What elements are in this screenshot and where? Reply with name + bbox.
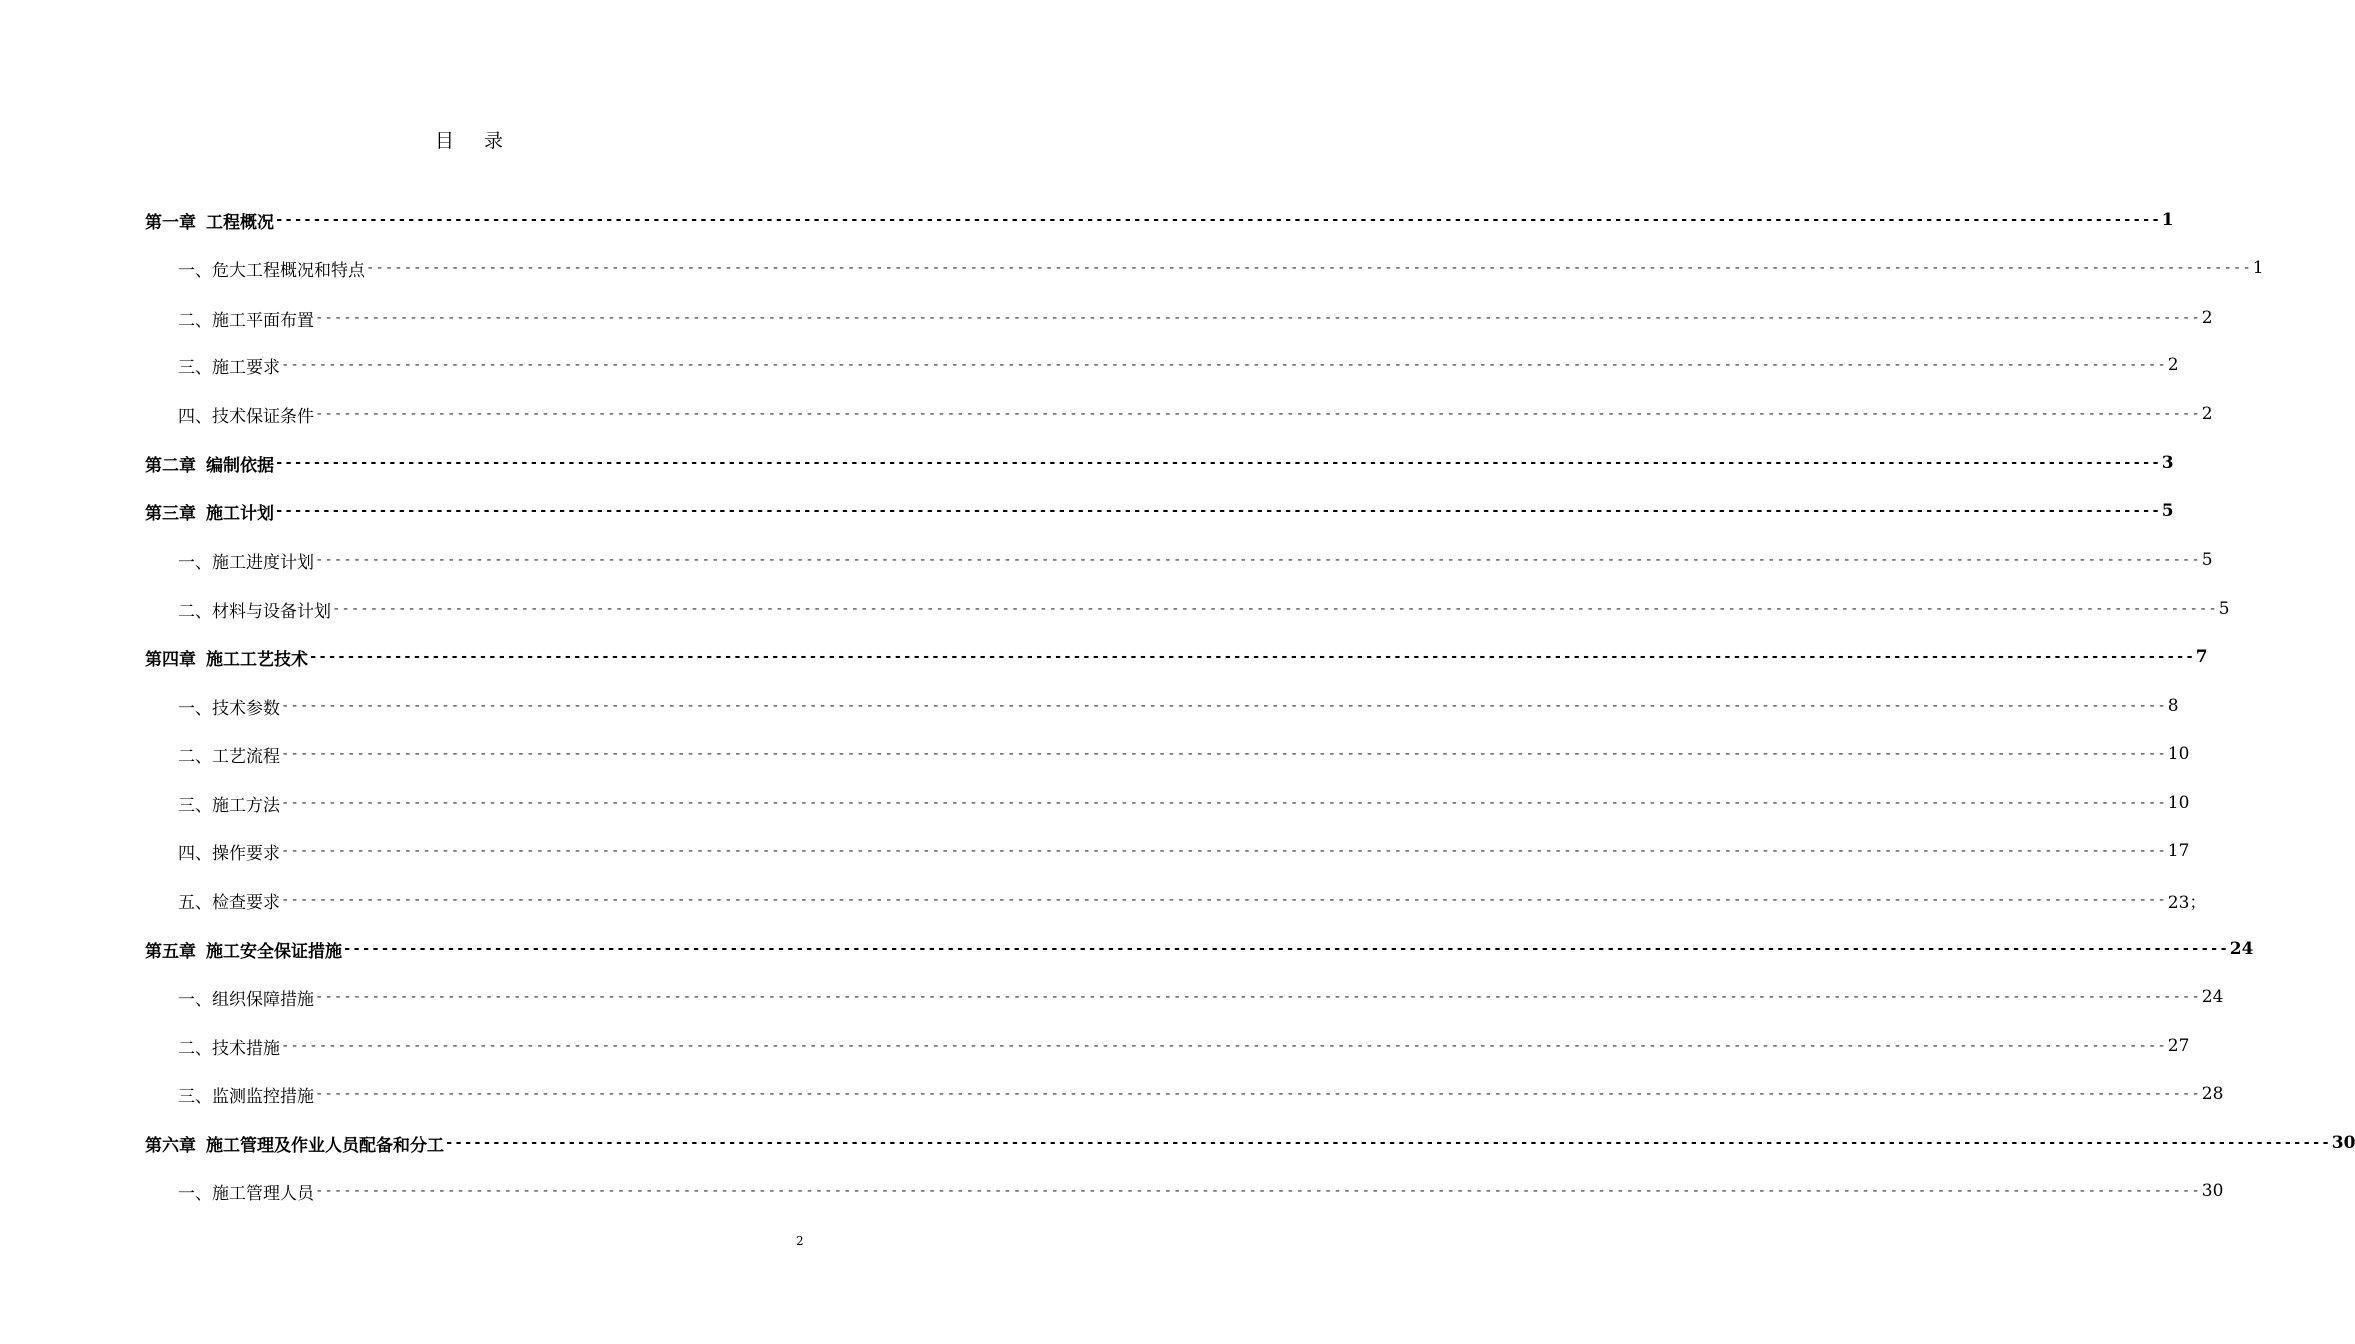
toc-entry-number: 二、	[178, 746, 212, 767]
toc-entry-title: 技术参数	[212, 698, 280, 719]
toc-entry-number: 一、	[178, 552, 212, 573]
toc-entry-title: 施工方法	[212, 795, 280, 816]
toc-entry-title: 工程概况	[206, 212, 274, 233]
toc-leader-dashes: --------------------------------------------------------------------------------------------------------------------------------------------------------------------------------------------------------	[315, 552, 2201, 568]
toc-entry-number: 五、	[178, 892, 212, 913]
toc-leader-dashes: --------------------------------------------------------------------------------------------------------------------------------------------------------------------------------------------------------	[315, 310, 2201, 326]
toc-entry-number: 第五章	[145, 941, 196, 962]
toc-leader-dashes: --------------------------------------------------------------------------------------------------------------------------------------------------------------------------------------------------------	[366, 260, 2252, 276]
toc-chapter-entry[interactable]	[145, 450, 2174, 476]
toc-entry-number: 二、	[178, 1038, 212, 1059]
toc-entry-number: 一、	[178, 989, 212, 1010]
toc-section-entry[interactable]	[178, 741, 2190, 767]
toc-section-entry[interactable]	[178, 305, 2213, 331]
toc-section-entry[interactable]	[178, 887, 2207, 913]
toc-section-entry[interactable]	[178, 255, 2264, 281]
toc-entry-page: 5	[2218, 599, 2230, 619]
toc-entry-title: 技术保证条件	[212, 406, 314, 427]
toc-leader-dashes: --------------------------------------------------------------------------------------------------------------------------------------------------------------------------------------------------------	[281, 1038, 2167, 1054]
toc-section-entry[interactable]	[178, 1081, 2224, 1107]
toc-entry-title: 施工管理及作业人员配备和分工	[206, 1135, 444, 1156]
toc-section-entry[interactable]	[178, 693, 2179, 719]
toc-entry-number: 第一章	[145, 212, 196, 233]
toc-entry-page: 5	[2201, 550, 2213, 570]
toc-section-entry[interactable]	[178, 596, 2230, 622]
toc-entry-number: 二、	[178, 310, 212, 331]
toc-entry-page: 5	[2161, 501, 2174, 521]
toc-leader-dashes: --------------------------------------------------------------------------------------------------------------------------------------------------------------------------------------------------------	[281, 843, 2167, 859]
toc-entry-title: 组织保障措施	[212, 989, 314, 1010]
toc-entry-title: 施工管理人员	[212, 1183, 314, 1204]
toc-leader-dashes: --------------------------------------------------------------------------------------------------------------------------------------------------------------------------------------------------------	[343, 941, 2229, 957]
toc-entry-page: 1	[2252, 258, 2264, 278]
toc-entry-title: 编制依据	[206, 455, 274, 476]
toc-entry-number: 四、	[178, 843, 212, 864]
toc-leader-dashes: --------------------------------------------------------------------------------------------------------------------------------------------------------------------------------------------------------	[281, 892, 2167, 908]
toc-section-entry[interactable]	[178, 547, 2213, 573]
toc-entry-title: 材料与设备计划	[212, 601, 331, 622]
toc-leader-dashes: --------------------------------------------------------------------------------------------------------------------------------------------------------------------------------------------------------	[315, 406, 2201, 422]
toc-chapter-entry[interactable]	[145, 1130, 2355, 1156]
toc-entry-page: 8	[2167, 696, 2179, 716]
toc-entry-page: 2	[2201, 308, 2213, 328]
toc-leader-dashes: --------------------------------------------------------------------------------------------------------------------------------------------------------------------------------------------------------	[281, 746, 2167, 762]
toc-leader-dashes: --------------------------------------------------------------------------------------------------------------------------------------------------------------------------------------------------------	[315, 1183, 2201, 1199]
toc-entry-page: 7	[2195, 647, 2208, 667]
toc-entry-page: 24	[2201, 987, 2224, 1007]
toc-entry-page: 30	[2201, 1181, 2224, 1201]
toc-entry-title: 施工要求	[212, 357, 280, 378]
toc-section-entry[interactable]	[178, 838, 2190, 864]
toc-entry-page: 2	[2201, 404, 2213, 424]
toc-section-entry[interactable]	[178, 1178, 2224, 1204]
toc-entry-title: 检查要求	[212, 892, 280, 913]
toc-leader-dashes: --------------------------------------------------------------------------------------------------------------------------------------------------------------------------------------------------------	[445, 1135, 2331, 1151]
toc-chapter-entry[interactable]	[145, 644, 2208, 670]
toc-leader-dashes: --------------------------------------------------------------------------------------------------------------------------------------------------------------------------------------------------------	[281, 698, 2167, 714]
toc-leader-dashes: --------------------------------------------------------------------------------------------------------------------------------------------------------------------------------------------------------	[281, 795, 2167, 811]
toc-entry-title: 工艺流程	[212, 746, 280, 767]
toc-entry-number: 一、	[178, 260, 212, 281]
toc-leader-dashes: --------------------------------------------------------------------------------------------------------------------------------------------------------------------------------------------------------	[275, 212, 2161, 228]
toc-entry-page: 2	[2167, 355, 2179, 375]
toc-entry-title: 施工平面布置	[212, 310, 314, 331]
toc-leader-dashes: --------------------------------------------------------------------------------------------------------------------------------------------------------------------------------------------------------	[332, 601, 2218, 617]
toc-entry-title: 施工进度计划	[212, 552, 314, 573]
toc-entry-page: 28	[2201, 1084, 2224, 1104]
toc-entry-page: 3	[2161, 453, 2174, 473]
toc-section-entry[interactable]	[178, 790, 2190, 816]
toc-entry-number: 第二章	[145, 455, 196, 476]
toc-entry-page: 1	[2161, 210, 2174, 230]
toc-leader-dashes: --------------------------------------------------------------------------------------------------------------------------------------------------------------------------------------------------------	[315, 989, 2201, 1005]
toc-entry-number: 三、	[178, 357, 212, 378]
toc-chapter-entry[interactable]	[145, 498, 2174, 524]
toc-section-entry[interactable]	[178, 352, 2179, 378]
toc-entry-number: 三、	[178, 1086, 212, 1107]
toc-entry-title: 操作要求	[212, 843, 280, 864]
toc-entry-number: 第三章	[145, 503, 196, 524]
toc-entry-title: 危大工程概况和特点	[212, 260, 365, 281]
toc-section-entry[interactable]	[178, 984, 2224, 1010]
toc-leader-dashes: --------------------------------------------------------------------------------------------------------------------------------------------------------------------------------------------------------	[275, 503, 2161, 519]
toc-entry-page: 27	[2167, 1036, 2190, 1056]
toc-leader-dashes: --------------------------------------------------------------------------------------------------------------------------------------------------------------------------------------------------------	[281, 357, 2167, 373]
toc-entry-number: 一、	[178, 1183, 212, 1204]
toc-entry-title: 监测监控措施	[212, 1086, 314, 1107]
toc-entry-number: 第四章	[145, 649, 196, 670]
toc-entry-page: 10	[2167, 793, 2190, 813]
toc-chapter-entry[interactable]	[145, 207, 2174, 233]
toc-entry-page: 10	[2167, 744, 2190, 764]
toc-entry-title: 施工计划	[206, 503, 274, 524]
toc-entry-number: 第六章	[145, 1135, 196, 1156]
page-number: 2	[796, 1234, 804, 1248]
toc-entry-number: 二、	[178, 601, 212, 622]
toc-section-entry[interactable]	[178, 1033, 2190, 1059]
toc-title: 目 录	[434, 130, 516, 152]
toc-entry-page: 30	[2331, 1133, 2355, 1153]
toc-entry-number: 三、	[178, 795, 212, 816]
toc-entry-number: 一、	[178, 698, 212, 719]
toc-entry-title: 施工安全保证措施	[206, 941, 342, 962]
toc-leader-dashes: --------------------------------------------------------------------------------------------------------------------------------------------------------------------------------------------------------	[315, 1086, 2201, 1102]
toc-entry-title: 施工工艺技术	[206, 649, 308, 670]
toc-entry-page: 23；	[2167, 892, 2207, 913]
toc-section-entry[interactable]	[178, 401, 2213, 427]
toc-chapter-entry[interactable]	[145, 936, 2254, 962]
toc-leader-dashes: --------------------------------------------------------------------------------------------------------------------------------------------------------------------------------------------------------	[275, 455, 2161, 471]
toc-entry-page: 17	[2167, 841, 2190, 861]
toc-entry-page: 24	[2229, 939, 2254, 959]
toc-entry-number: 四、	[178, 406, 212, 427]
toc-entry-title: 技术措施	[212, 1038, 280, 1059]
toc-leader-dashes: --------------------------------------------------------------------------------------------------------------------------------------------------------------------------------------------------------	[309, 649, 2195, 665]
